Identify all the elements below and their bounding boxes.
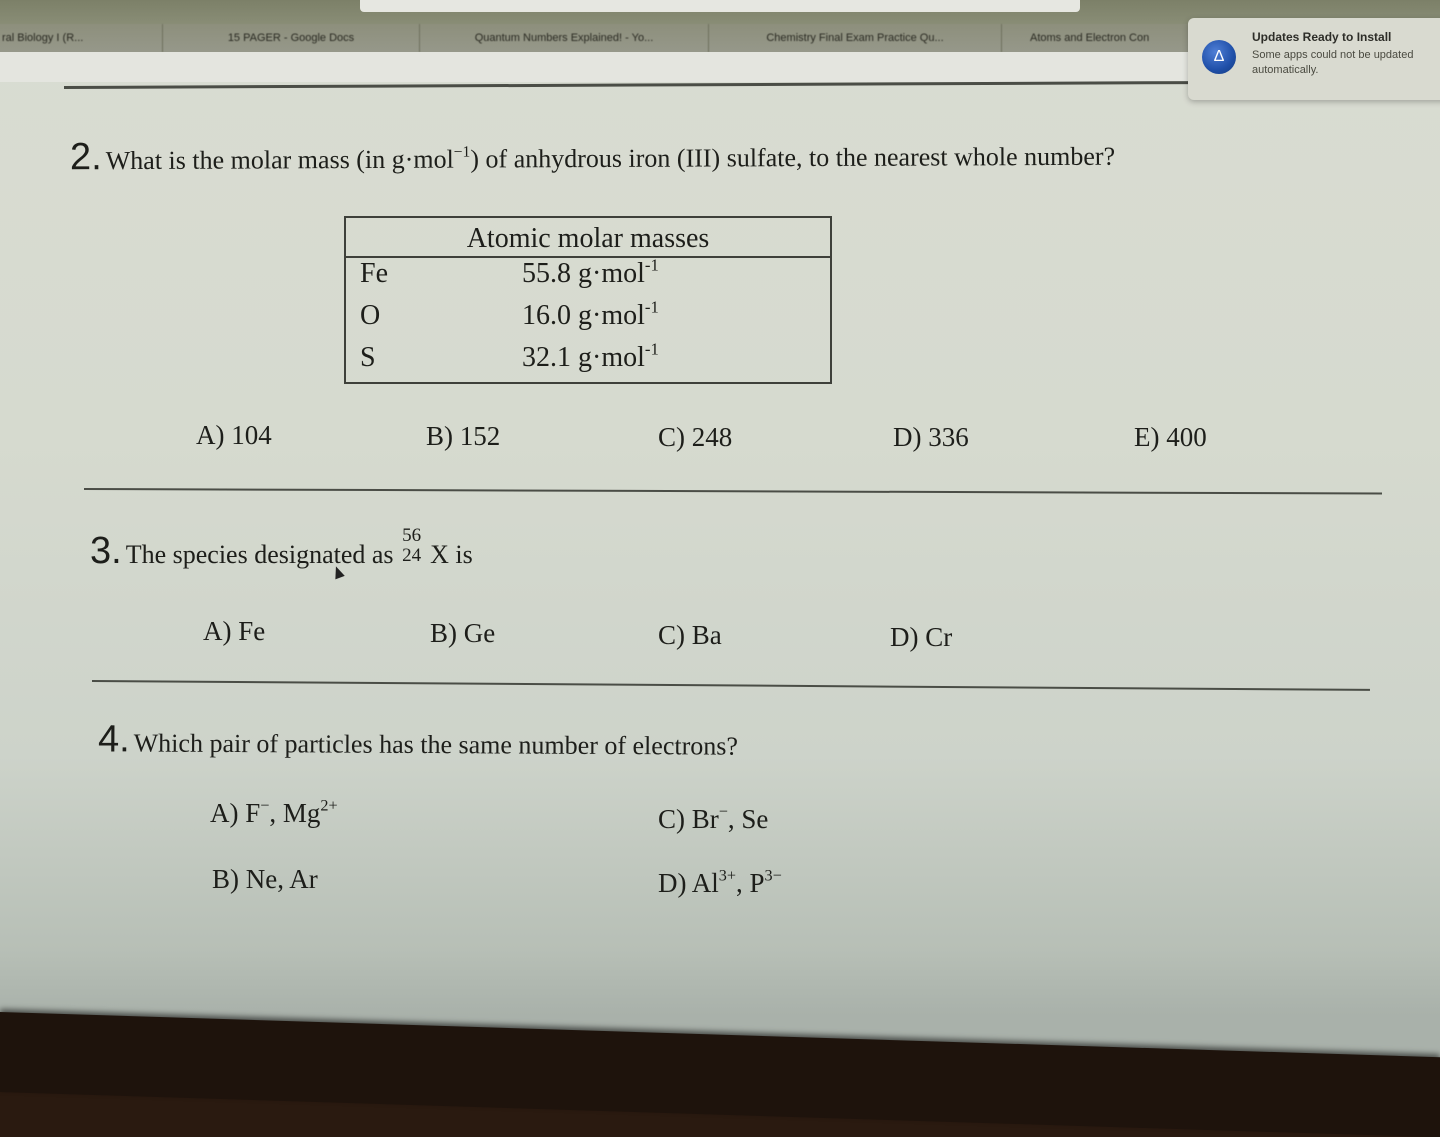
q3-option-d: D) Cr	[890, 622, 953, 652]
divider	[84, 488, 1382, 495]
unit: g·mol	[578, 342, 645, 373]
question-3	[90, 525, 473, 573]
table-row	[346, 297, 830, 340]
option-text: , P	[735, 868, 765, 898]
tab-quantum-numbers[interactable]	[420, 24, 709, 52]
q2-option-a: A) 104	[196, 420, 272, 450]
element-symbol: O	[360, 300, 381, 331]
question-number: 3.	[90, 530, 122, 572]
tab-label: ral Biology I (R...	[2, 32, 84, 44]
question-text: Which pair of particles has the same number of electrons?	[133, 728, 739, 761]
question-text-part: The species designated as	[125, 540, 394, 569]
q3-option-a: A) Fe	[203, 616, 266, 646]
superscript: -1	[644, 297, 659, 317]
superscript: 2+	[320, 796, 338, 815]
tab-label: Atoms and Electron Con	[1030, 32, 1150, 44]
superscript: -1	[644, 255, 659, 275]
element-symbol: Fe	[360, 258, 388, 289]
question-4	[98, 718, 738, 764]
question-text-part: ) of anhydrous iron (III) sulfate, to the nearest whole number?	[470, 141, 1116, 174]
q2-option-e: E) 400	[1134, 422, 1207, 452]
superscript: 3−	[764, 866, 782, 885]
q2-option-c: C) 248	[658, 422, 733, 452]
q4-option-b	[212, 864, 318, 895]
table-row	[346, 339, 830, 382]
divider	[64, 81, 1194, 89]
notification-body: Some apps could not be updated automatically.	[1252, 49, 1414, 76]
table-row	[346, 255, 830, 298]
unit: g·mol	[578, 300, 645, 331]
table-header: Atomic molar masses	[346, 218, 830, 258]
tab-biology[interactable]	[0, 24, 163, 52]
mass-value: 55.8	[522, 258, 571, 289]
q4-option-d	[658, 868, 782, 899]
superscript: −1	[453, 143, 471, 161]
option-text: , Se	[727, 804, 769, 834]
question-text	[106, 142, 1115, 175]
q4-option-c	[658, 804, 768, 835]
atomic-masses-table	[344, 216, 832, 384]
superscript: −	[718, 802, 728, 821]
question-number: 2.	[69, 136, 102, 179]
tab-label: 15 PAGER - Google Docs	[227, 32, 355, 44]
nuclide-notation	[400, 525, 430, 567]
q2-option-b: B) 152	[426, 421, 501, 451]
app-store-icon: ∆	[1202, 40, 1236, 74]
element-mass	[522, 339, 659, 374]
question-text	[125, 525, 473, 569]
nuclide-symbol: X	[430, 540, 449, 569]
address-bar[interactable]	[360, 0, 1080, 12]
element-mass	[522, 297, 659, 332]
divider	[92, 680, 1370, 691]
unit: g·mol	[578, 258, 645, 289]
question-text-part: What is the molar mass (in g·mol	[105, 144, 454, 176]
mass-value: 32.1	[522, 342, 571, 373]
option-text: C) Br	[658, 804, 719, 834]
tab-label: Chemistry Final Exam Practice Qu...	[766, 32, 944, 44]
tab-15-pager[interactable]	[163, 24, 420, 52]
mass-number: 56	[402, 525, 422, 546]
atomic-number: 24	[402, 545, 422, 566]
q3-option-b: B) Ge	[430, 618, 496, 648]
tab-label: Quantum Numbers Explained! - Yo...	[474, 32, 654, 44]
question-2	[70, 132, 1115, 180]
notification-title: Updates Ready to Install	[1252, 30, 1392, 44]
q3-option-c: C) Ba	[658, 620, 722, 650]
option-text: D) Al	[658, 868, 719, 898]
question-text-part: is	[455, 540, 473, 569]
tab-chem-final[interactable]	[709, 24, 1002, 52]
q2-option-d: D) 336	[893, 422, 969, 452]
mass-value: 16.0	[522, 300, 571, 331]
superscript: −	[260, 796, 270, 815]
q4-option-a	[210, 798, 338, 829]
element-mass	[522, 255, 659, 290]
superscript: -1	[644, 339, 659, 359]
question-number: 4.	[97, 718, 130, 761]
option-text: B) Ne, Ar	[212, 864, 318, 894]
option-text: A) F	[210, 798, 261, 828]
superscript: 3+	[718, 866, 736, 885]
element-symbol: S	[360, 342, 376, 373]
option-text: , Mg	[269, 798, 321, 828]
update-notification[interactable]	[1188, 18, 1440, 100]
